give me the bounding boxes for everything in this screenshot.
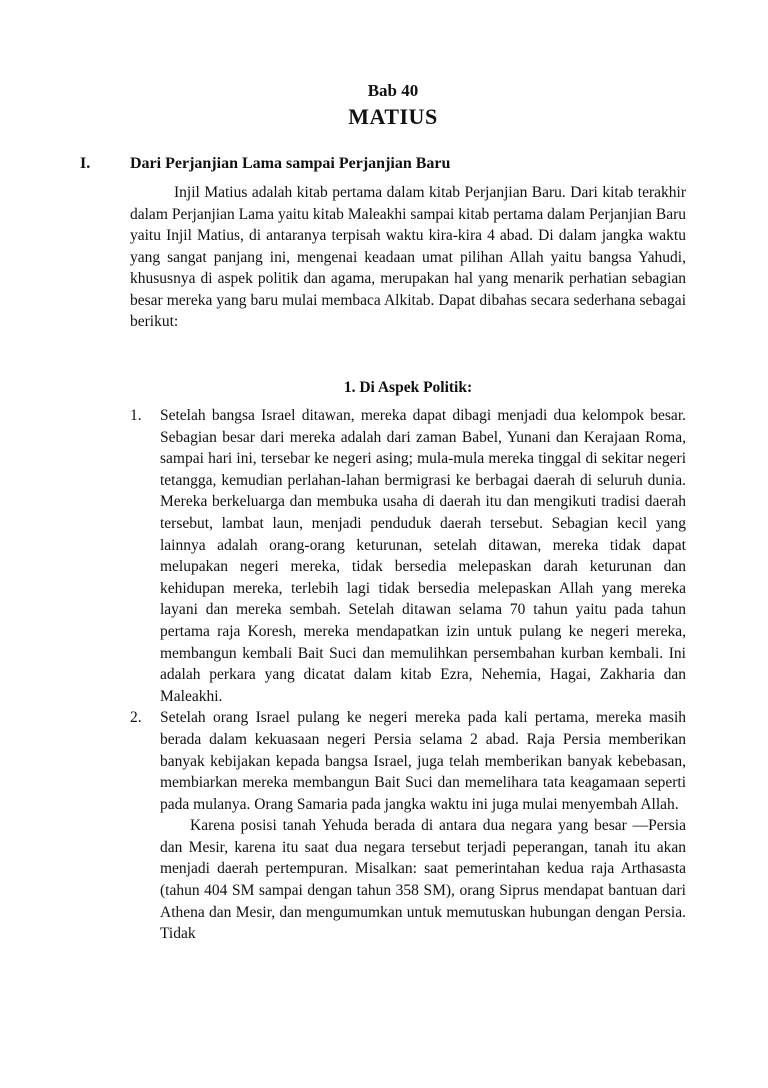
chapter-heading: [0, 80, 768, 130]
section-number: I.: [80, 155, 91, 172]
section-title: Dari Perjanjian Lama sampai Perjanjian Baru: [130, 155, 451, 172]
list-item-marker: 1.: [130, 407, 142, 424]
subheading-political-aspect: 1. Di Aspek Politik:: [343, 379, 473, 396]
numbered-list: [130, 405, 686, 945]
chapter-title: MATIUS: [348, 104, 438, 129]
chapter-label: Bab 40: [367, 81, 419, 100]
intro-paragraph: Injil Matius adalah kitab pertama dalam kitab Perjanjian Baru. Dari kitab terakhir dalam Perjanjian Lama yaitu kitab Maleakhi sampai kitab pertama dalam Perjanjian Baru yaitu Injil Matius, di antaranya terpisah waktu kira-kira 4 abad. Di dalam jangka waktu yang sangat panjang ini, mengenai keadaan umat pilihan Allah yaitu bangsa Yahudi, khususnya di aspek politik dan agama, merupakan hal yang menarik perhatian sebagian besar mereka yang baru mulai membaca Alkitab. Dapat dibahas secara sederhana sebagai berikut:: [130, 184, 686, 330]
list-item-text: Setelah orang Israel pulang ke negeri mereka pada kali pertama, mereka masih berada dalam kekuasaan negeri Persia selama 2 abad. Raja Persia memberikan banyak kebijakan kepada bangsa Israel, juga telah memberikan banyak kebebasan, membiarkan mereka membangun Bait Suci dan memelihara tata keagamaan seperti pada mulanya. Orang Samaria pada jangka waktu ini juga mulai menyembah Allah.: [160, 709, 686, 813]
list-item: [130, 405, 686, 707]
list-item-text: Setelah bangsa Israel ditawan, mereka dapat dibagi menjadi dua kelompok besar. Sebagian besar dari mereka adalah dari zaman Babel, Yunani dan Kerajaan Roma, sampai hari ini, tersebar ke negeri asing; mula-mula mereka tinggal di sekitar negeri tetangga, kemudian perlahan-lahan bermigrasi ke berbagai daerah di seluruh dunia. Mereka berkeluarga dan membuka usaha di daerah itu dan mengikuti tradisi daerah tersebut, lambat laun, menjadi penduduk daerah tersebut. Sebagian kecil yang lainnya adalah orang-orang keturunan, setelah ditawan, mereka tidak dapat melupakan negeri mereka, tidak bersedia melepaskan darah keturunan dan kehidupan mereka, terlebih lagi tidak bersedia melepaskan Allah yang mereka layani dan mereka sembah. Setelah ditawan selama 70 tahun yaitu pada tahun pertama raja Koresh, mereka mendapatkan izin untuk pulang ke negeri mereka, membangun kembali Bait Suci dan memulihkan persembahan kurban kembali. Ini adalah perkara yang dicatat dalam kitab Ezra, Nehemia, Hagai, Zakharia dan Maleakhi.: [160, 407, 686, 705]
list-item-marker: 2.: [130, 709, 142, 727]
list-item: [130, 707, 686, 945]
list-item-continuation: Karena posisi tanah Yehuda berada di antara dua negara yang besar —Persia dan Mesir, karena itu saat dua negara tersebut terjadi peperangan, tanah itu akan menjadi daerah pertempuran. Misalkan: saat pemerintahan kedua raja Arthasasta (tahun 404 SM sampai dengan tahun 358 SM), orang Siprus mendapat bantuan dari Athena dan Mesir, dan mengumumkan untuk memutuskan hubungan dengan Persia. Tidak: [160, 817, 686, 943]
